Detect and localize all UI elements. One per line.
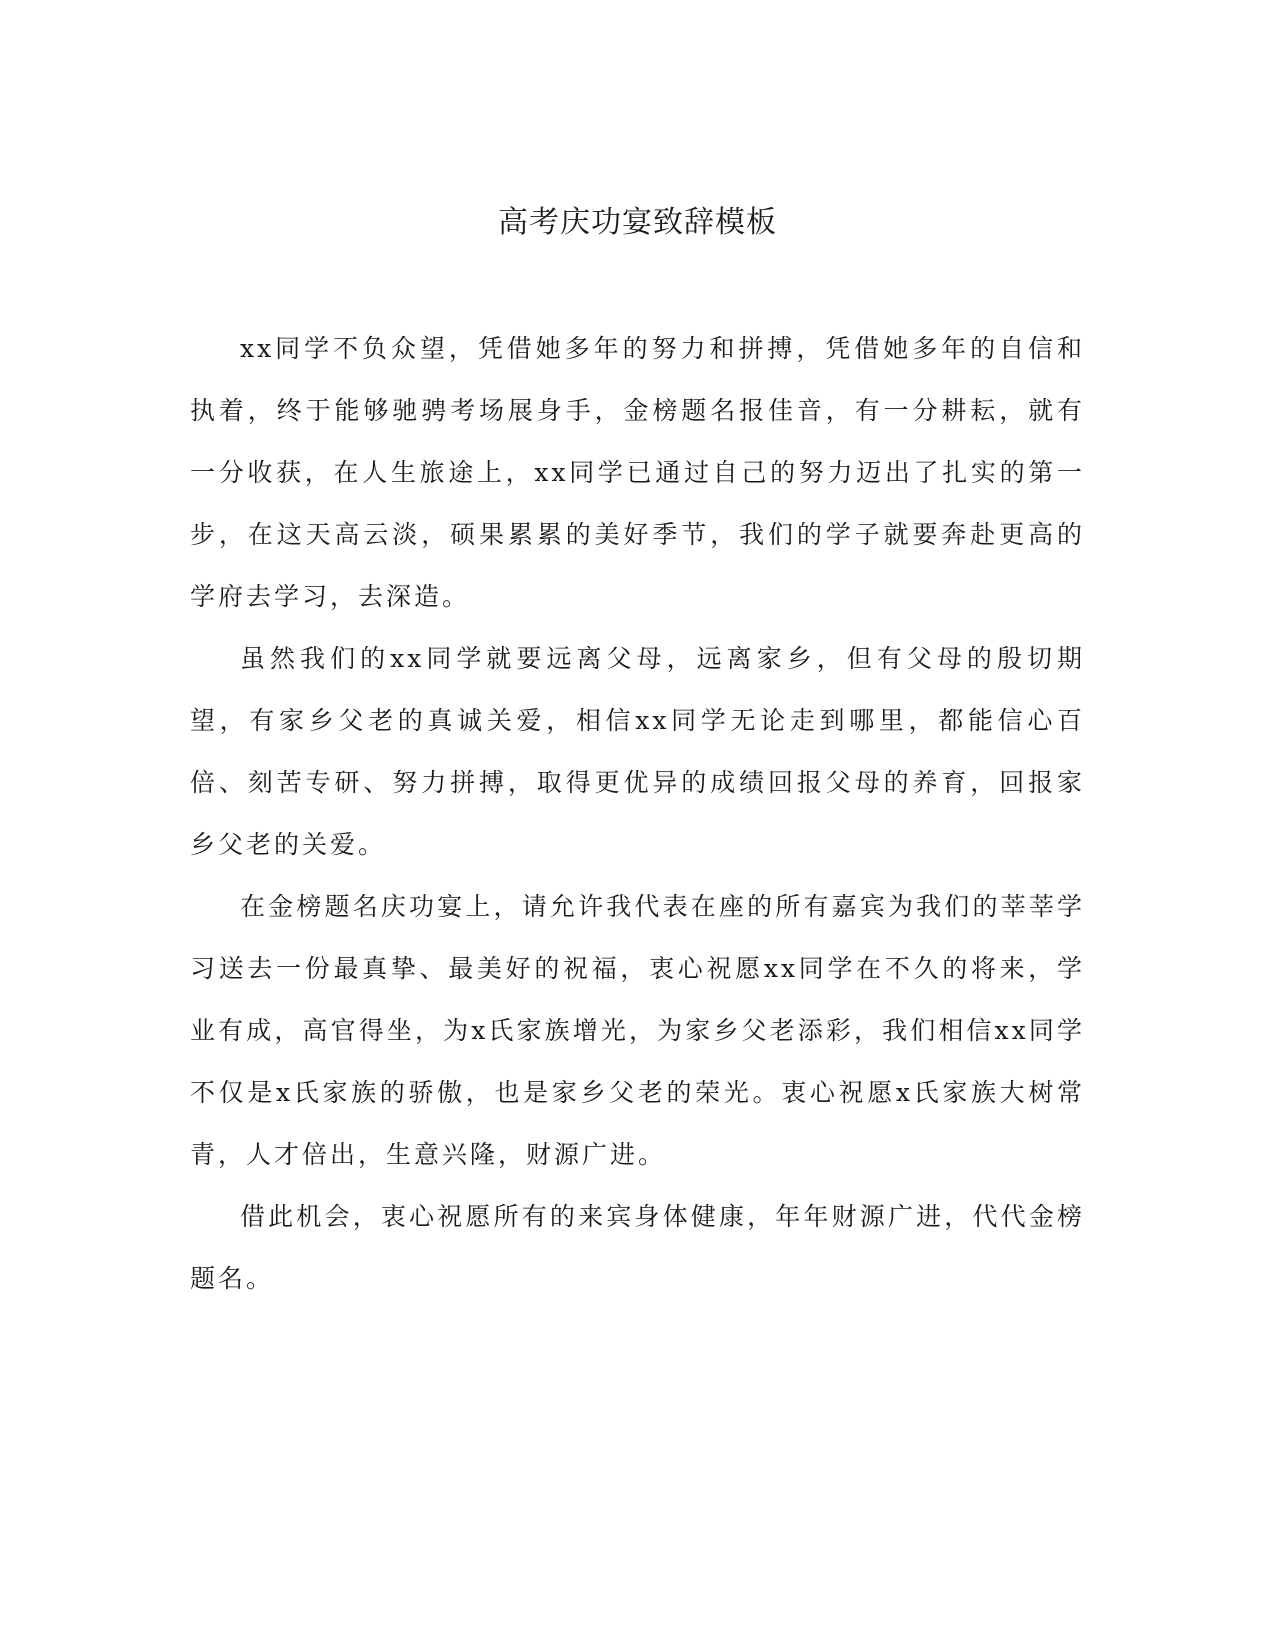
document-title: 高考庆功宴致辞模板	[498, 205, 777, 240]
paragraph-1: xx同学不负众望，凭借她多年的努力和拼搏，凭借她多年的自信和执着，终于能够驰骋考场展身手，金榜题名报佳音，有一分耕耘，就有一分收获，在人生旅途上，xx同学已通过自己的努力迈出了扎实的第一步，在这天高云淡，硕果累累的美好季节，我们的学子就要奔赴更高的学府去学习，去深造。	[190, 334, 1085, 611]
document-body	[190, 318, 1085, 1310]
paragraph-3: 在金榜题名庆功宴上，请允许我代表在座的所有嘉宾为我们的莘莘学习送去一份最真挚、最美好的祝福，衷心祝愿xx同学在不久的将来，学业有成，高官得坐，为x氏家族增光，为家乡父老添彩，我们相信xx同学不仅是x氏家族的骄傲，也是家乡父老的荣光。衷心祝愿x氏家族大树常青，人才倍出，生意兴隆，财源广进。	[190, 892, 1085, 1169]
paragraph-2: 虽然我们的xx同学就要远离父母，远离家乡，但有父母的殷切期望，有家乡父老的真诚关爱，相信xx同学无论走到哪里，都能信心百倍、刻苦专研、努力拼搏，取得更优异的成绩回报父母的养育，回报家乡父老的关爱。	[190, 644, 1085, 859]
paragraph-4: 借此机会，衷心祝愿所有的来宾身体健康，年年财源广进，代代金榜题名。	[190, 1202, 1085, 1293]
